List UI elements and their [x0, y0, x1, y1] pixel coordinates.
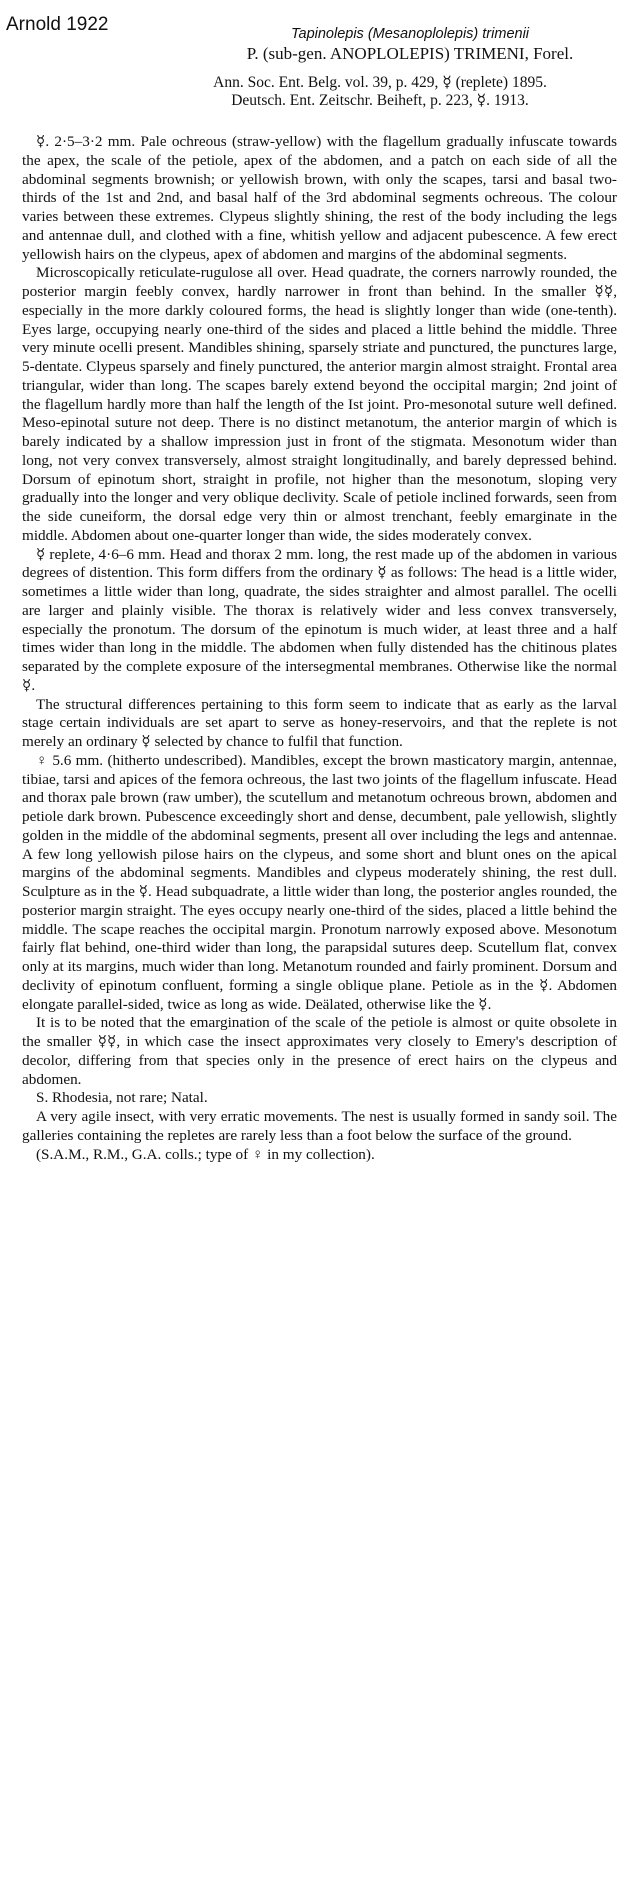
header-species-name: Tapinolepis (Mesanoplolepis) trimenii — [290, 26, 530, 42]
references — [150, 74, 610, 110]
paragraph-female: ♀ 5.6 mm. (hitherto undescribed). Mandibles, except the brown masticatory margin, antennae, tibiae, tarsi and apices of the femora ochreous, the last two joints of the flagellum infuscate. Head and thorax pale brown (raw umber), the scutellum and metanotum ochreous brown, abdomen and petiole dark brown. Pubescence exceedingly short and dense, decumbent, pale yellowish, slightly golden in the middle of the abdominal segments, present all over including the legs and antennae. A few long yellowish pilose hairs on the clypeus, and some short and blunt ones on the apical margins of the abdominal segments. Mandibles and clypeus moderately shining, the rest dull. Sculpture as in the ☿. Head subquadrate, a little wider than long, the posterior angles rounded, the posterior margin straight. The eyes occupy nearly one-third of the sides, placed a little behind the middle. The scape reaches the occipital margin. Pronotum narrowly exposed above. Mesonotum fairly flat behind, one-third wider than long, the parapsidal sutures deep. Scutellum flat, convex only at its margins, much wider than long. Metanotum rounded and fairly prominent. Dorsum and declivity of epinotum confluent, forming a single oblique plane. Petiole as in the ☿. Abdomen elongate parallel-sided, twice as long as wide. Deälated, otherwise like the ☿. — [22, 751, 617, 1013]
paragraph-structural-differences: The structural differences pertaining to this form seem to indicate that as early as the larval stage certain individuals are set apart to serve as honey-reservoirs, and that the replete is not merely an ordinary ☿ selected by chance to fulfil that function. — [22, 695, 617, 750]
paragraph-collections: (S.A.M., R.M., G.A. colls.; type of ♀ in my collection). — [36, 1145, 375, 1163]
paragraph-behaviour: A very agile insect, with very erratic movements. The nest is usually formed in sandy soil. The galleries containing the repletes are rarely less than a foot below the surface of the ground. — [22, 1108, 617, 1144]
paragraph-worker-description: ☿. 2·5–3·2 mm. Pale ochreous (straw-yellow) with the flagellum gradually infuscate towards the apex, the scale of the petiole, apex of the abdomen, and a patch on each side of all the abdominal segments brownish; or yellowish brown, with only the scapes, tarsi and basal two-thirds of the 1st and 2nd, and basal half of the 3rd abdominal segments ochreous. The colour varies between these extremes. Clypeus slightly shining, the rest of the body including the legs and antennae dull, and clothed with a fine, whitish yellow and adjacent pubescence. A few erect yellowish hairs on the clypeus, apex of abdomen and margins of the abdominal segments. — [22, 133, 617, 263]
paragraph-distribution: S. Rhodesia, not rare; Natal. — [36, 1089, 208, 1107]
species-title: P. (sub-gen. ANOPLOLEPIS) TRIMENI, Forel. — [246, 44, 574, 63]
paragraph-sculpture: Microscopically reticulate-rugulose all over. Head quadrate, the corners narrowly rounded, the posterior margin feebly convex, hardly narrower in front than behind. In the smaller ☿☿, especially in the more darkly coloured forms, the head is slightly longer than wide (one-tenth). Eyes large, occupying nearly one-third of the sides and placed a little behind the middle. Three very minute ocelli present. Mandibles shining, sparsely striate and punctured, the punctures large, 5-dentate. Clypeus sparsely and finely punctured, the anterior margin almost straight. Frontal area triangular, wider than long. The scapes barely extend beyond the occipital margin; 2nd joint of the flagellum hardly more than half the length of the Ist joint. Pro-mesonotal suture well defined. Meso-epinotal suture not deep. There is no distinct metanotum, the anterior margin of which is barely indicated by a shallow impression just in front of the stigmata. Mesonotum wider than long, not very convex transversely, almost straight longitudinally, and barely depressed behind. Dorsum of epinotum short, straight in profile, not higher than the mesonotum, sloping very gradually into the longer and very oblique declivity. Scale of petiole inclined forwards, seen from the side cuneiform, the dorsal edge very thin or almost trenchant, feebly emarginate in the middle. Abdomen about one-quarter longer than wide, the sides moderately convex. — [22, 264, 617, 544]
reference-line: Deutsch. Ent. Zeitschr. Beiheft, p. 223, ☿. 1913. — [231, 92, 529, 109]
reference-line: Ann. Soc. Ent. Belg. vol. 39, p. 429, ☿ (replete) 1895. — [213, 74, 547, 91]
description-body — [22, 133, 617, 1164]
paragraph-emargination-note: It is to be noted that the emargination of the scale of the petiole is almost or quite obsolete in the smaller ☿☿, in which case the insect approximates very closely to Emery's description of decolor, differing from that species only in the presence of erect hairs on the clypeus and abdomen. — [22, 1014, 617, 1088]
paragraph-replete: ☿ replete, 4·6–6 mm. Head and thorax 2 mm. long, the rest made up of the abdomen in various degrees of distention. This form differs from the ordinary ☿ as follows: The head is a little wider, sometimes a little wider than long, quadrate, the sides straighter and almost parallel. The ocelli are larger and plainly visible. The thorax is relatively wider and less convex transversely, especially the pronotum. The dorsum of the epinotum is much wider, at least three and a half times wider than long in the middle. The abdomen when fully distended has the chitinous plates separated by the complete exposure of the intersegmental membranes. Otherwise like the normal ☿. — [22, 545, 617, 694]
header-author-year: Arnold 1922 — [6, 14, 109, 35]
